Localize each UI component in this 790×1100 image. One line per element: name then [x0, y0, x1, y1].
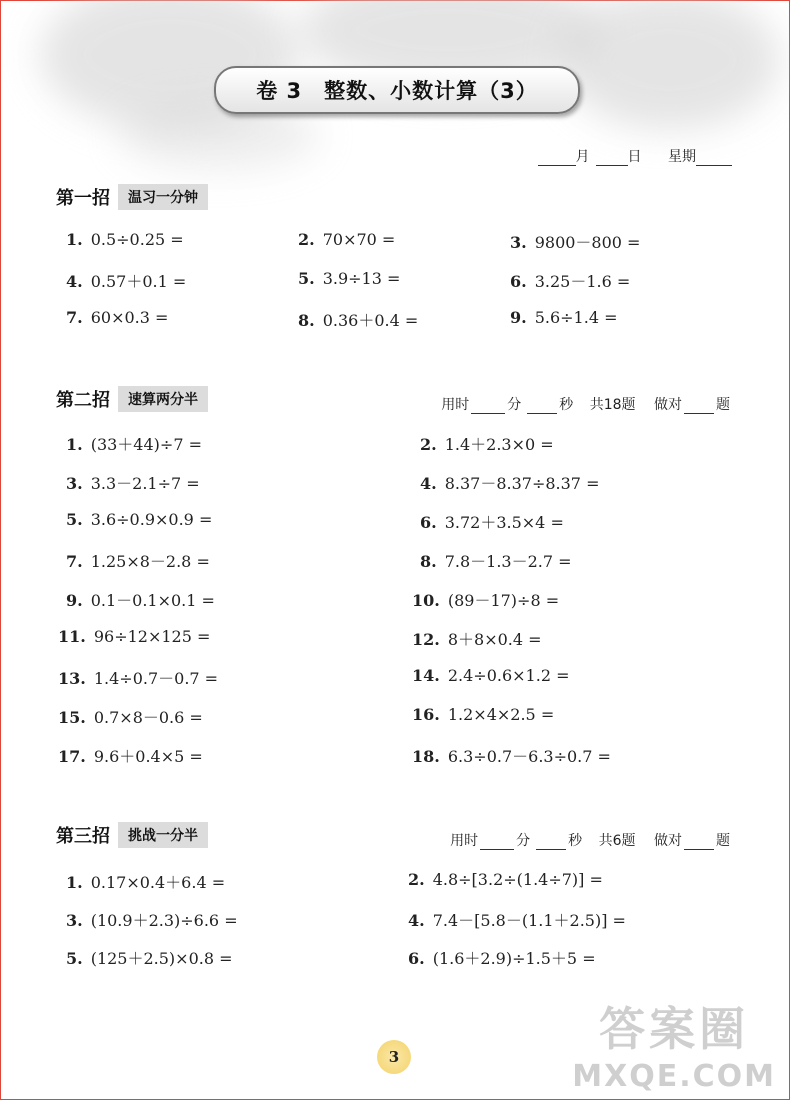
problem-s1-8: 8. 0.36＋0.4 =: [298, 311, 419, 330]
section3-header: [56, 822, 208, 848]
problem-s3-1: 1. 0.17×0.4＋6.4 =: [66, 873, 226, 892]
page-number: 3: [377, 1040, 411, 1074]
date-line: [538, 146, 732, 166]
problem-s1-3: 3. 9800－800 =: [510, 233, 641, 252]
week-blank: [696, 151, 732, 166]
problem-s3-5: 5. (125＋2.5)×0.8 =: [66, 949, 233, 968]
problem-s3-2: 2. 4.8÷[3.2÷(1.4÷7)] =: [408, 870, 603, 889]
section2-title: 第二招: [56, 390, 110, 411]
month-blank: [538, 151, 576, 166]
week-label: 星期: [668, 149, 696, 165]
watermark-line2: MXQE.COM: [572, 1059, 776, 1094]
month-label: 月: [575, 149, 590, 165]
problem-s2-5: 5. 3.6÷0.9×0.9 =: [66, 510, 213, 529]
problem-s2-12: 12. 8＋8×0.4 =: [412, 630, 542, 649]
problem-s1-9: 9. 5.6÷1.4 =: [510, 308, 618, 327]
title-text: 整数、小数计算（3）: [324, 79, 538, 103]
problem-s2-8: 8. 7.8－1.3－2.7 =: [420, 552, 572, 571]
section1-header: [56, 184, 208, 210]
problem-s2-9: 9. 0.1－0.1×0.1 =: [66, 591, 215, 610]
problem-s2-4: 4. 8.37－8.37÷8.37 =: [420, 474, 600, 493]
problem-s1-1: 1. 0.5÷0.25 =: [66, 230, 184, 249]
problem-s1-7: 7. 60×0.3 =: [66, 308, 169, 327]
watermark-logo: [572, 993, 776, 1094]
page-title: [214, 66, 580, 114]
problem-s2-3: 3. 3.3－2.1÷7 =: [66, 474, 200, 493]
problem-s2-11: 11. 96÷12×125 =: [58, 627, 211, 646]
problem-s1-4: 4. 0.57＋0.1 =: [66, 272, 187, 291]
problem-s2-2: 2. 1.4＋2.3×0 =: [420, 435, 554, 454]
section3-timer: 用时 分 秒 共6题 做对 题: [450, 833, 730, 849]
problem-s2-7: 7. 1.25×8－2.8 =: [66, 552, 210, 571]
day-label: 日: [627, 149, 642, 165]
problem-s2-13: 13. 1.4÷0.7－0.7 =: [58, 669, 219, 688]
watermark-line1: 答案圈: [599, 1002, 750, 1056]
problem-s2-18: 18. 6.3÷0.7－6.3÷0.7 =: [412, 747, 611, 766]
problem-s2-6: 6. 3.72＋3.5×4 =: [420, 513, 564, 532]
section2-timer: 用时 分 秒 共18题 做对 题: [441, 397, 730, 413]
problem-s3-6: 6. (1.6＋2.9)÷1.5＋5 =: [408, 949, 596, 968]
section2-tag: 速算两分半: [118, 386, 208, 412]
section1-tag: 温习一分钟: [118, 184, 208, 210]
section2-header: [56, 386, 208, 412]
problem-s2-10: 10. (89－17)÷8 =: [412, 591, 560, 610]
volume-label: 卷 3: [256, 79, 303, 103]
problem-s1-2: 2. 70×70 =: [298, 230, 396, 249]
problem-s2-17: 17. 9.6＋0.4×5 =: [58, 747, 203, 766]
section1-title: 第一招: [56, 188, 110, 209]
problem-s3-4: 4. 7.4－[5.8－(1.1＋2.5)] =: [408, 911, 626, 930]
section3-title: 第三招: [56, 826, 110, 847]
problem-s3-3: 3. (10.9＋2.3)÷6.6 =: [66, 911, 238, 930]
problem-s2-14: 14. 2.4÷0.6×1.2 =: [412, 666, 570, 685]
day-blank: [596, 151, 628, 166]
problem-s2-15: 15. 0.7×8－0.6 =: [58, 708, 203, 727]
problem-s2-16: 16. 1.2×4×2.5 =: [412, 705, 555, 724]
problem-s1-5: 5. 3.9÷13 =: [298, 269, 401, 288]
problem-s1-6: 6. 3.25－1.6 =: [510, 272, 631, 291]
problem-s2-1: 1. (33＋44)÷7 =: [66, 435, 202, 454]
section3-tag: 挑战一分半: [118, 822, 208, 848]
